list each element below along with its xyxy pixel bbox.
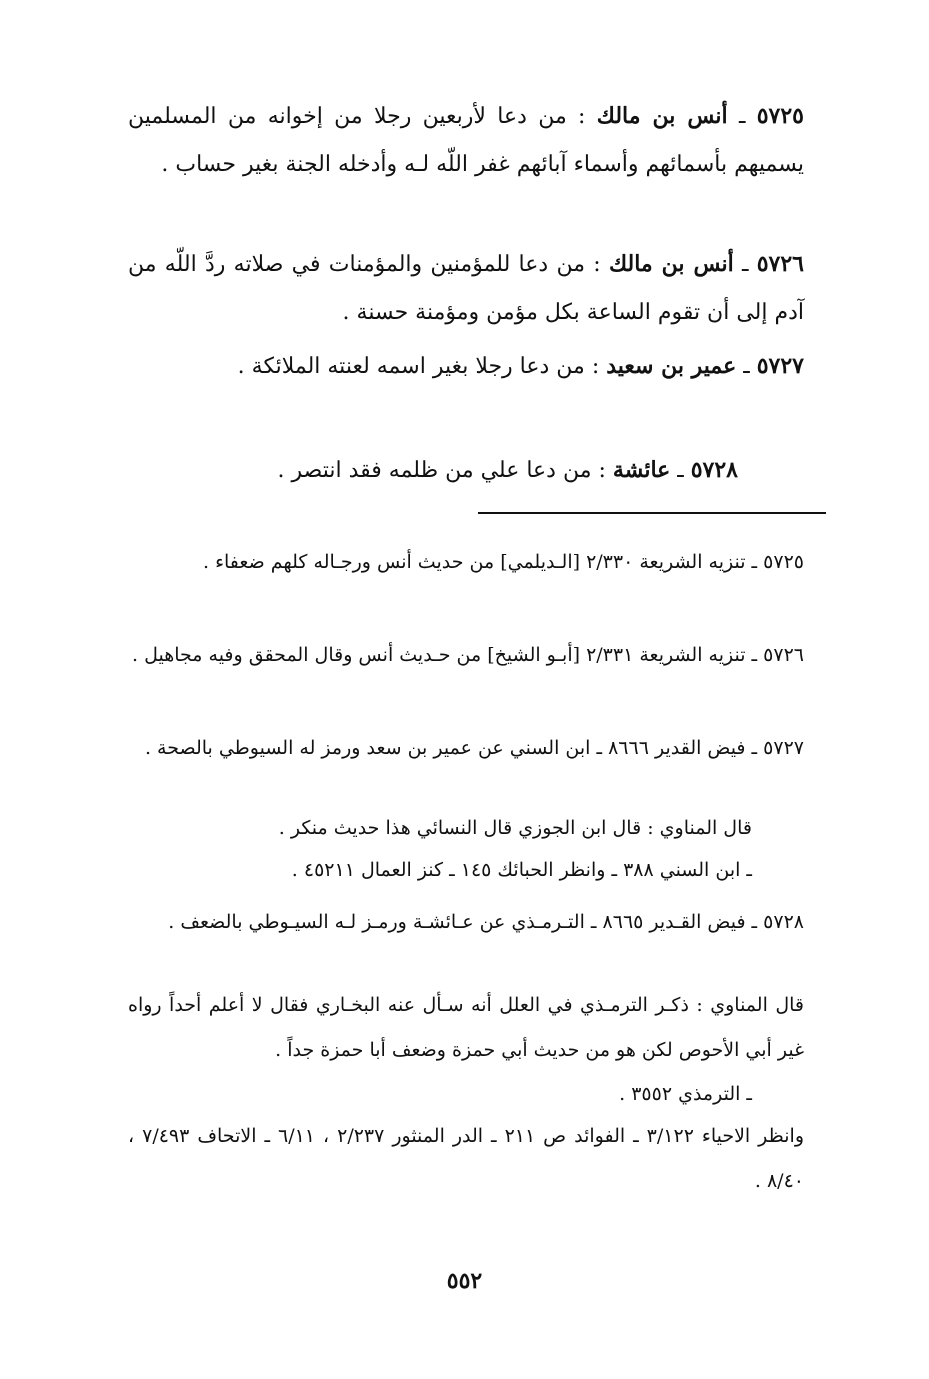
dash: ـ <box>727 104 746 129</box>
footnote-5726 <box>128 633 804 678</box>
narrator-name: أنس بن مالك <box>596 103 728 129</box>
footnote-text: ـ ابن السني ٣٨٨ ـ وانظر الحبائك ١٤٥ ـ كنز العمال ٤٥٢١١ . <box>291 859 752 881</box>
hadith-entry-5726 <box>128 240 804 337</box>
footnote-5727-refs <box>128 848 804 893</box>
footnote-text: وانظر الاحياء ٣/١٢٢ ـ الفوائد ص ٢١١ ـ الدر المنثور ٢/٢٣٧ ، ٦/١١ ـ الاتحاف ٧/٤٩٣ ، ٨/٤٠ . <box>128 1125 804 1192</box>
narrator-name: عائشة <box>612 457 671 483</box>
narrator-name: أنس بن مالك <box>608 251 734 277</box>
hadith-entry-5725 <box>128 92 804 189</box>
dash: ـ <box>733 252 749 277</box>
footnote-text: قال المناوي : قال ابن الجوزي قال النسائي هذا حديث منكر . <box>278 817 752 839</box>
hadith-text: من دعا لأربعين رجلا من إخوانه من المسلمين يسميهم بأسمائهم وأسماء آبائهم غفر اللّه لـه وأدخله الجنة بغير حساب . <box>128 104 804 177</box>
dash: ـ <box>670 458 684 483</box>
colon: : <box>585 252 609 277</box>
entry-number: ٥٧٢٦ <box>756 251 804 277</box>
narrator-name: عمير بن سعيد <box>606 353 737 379</box>
entry-number: ٥٧٢٨ <box>690 457 738 483</box>
footnote-5727-manawi <box>128 806 804 851</box>
footnote-5727 <box>128 726 804 771</box>
footnote-text: ٥٧٢٥ ـ تنزيه الشريعة ٢/٣٣٠ [الـديلمي] من حديث أنس ورجـاله كلهم ضعفاء . <box>202 551 804 573</box>
footnote-5728-manawi <box>128 983 804 1073</box>
hadith-text: من دعا علي من ظلمه فقد انتصر . <box>277 458 592 483</box>
footnote-text: ـ الترمذي ٣٥٥٢ . <box>619 1083 752 1105</box>
footnote-text: ٥٧٢٦ ـ تنزيه الشريعة ٢/٣٣١ [أبـو الشيخ] من حـديث أنس وقال المحقق وفيه مجاهيل . <box>132 644 804 666</box>
footnote-5728-refs <box>128 1114 804 1204</box>
hadith-entry-5727 <box>128 342 804 391</box>
colon: : <box>584 354 607 379</box>
dash: ـ <box>736 354 750 379</box>
footnote-5725 <box>128 540 804 585</box>
colon: : <box>591 458 613 483</box>
footnote-separator <box>478 512 826 514</box>
footnote-5728-tirmidhi <box>128 1072 804 1117</box>
colon: : <box>566 104 597 129</box>
entry-number: ٥٧٢٧ <box>756 353 804 379</box>
footnote-text: قال المناوي : ذكـر الترمـذي في العلل أنه سـأل عنه البخـاري فقال لا أعلم أحداً رواه غير أبي الأحوص لكن هو من حديث أبي حمزة وضعف أبا حمزة جداً . <box>128 994 804 1061</box>
entry-number: ٥٧٢٥ <box>756 103 804 129</box>
hadith-entry-5728 <box>128 446 804 495</box>
footnote-5728 <box>128 900 804 945</box>
footnote-text: ٥٧٢٨ ـ فيض القـدير ٨٦٦٥ ـ التـرمـذي عن عـائشـة ورمـز لـه السيـوطي بالضعف . <box>168 911 804 933</box>
page-number: ٥٥٢ <box>446 1268 483 1294</box>
hadith-text: من دعا للمؤمنين والمؤمنات في صلاته ردَّ اللّه من آدم إلى أن تقوم الساعة بكل مؤمن ومؤمنة حسنة . <box>128 252 804 325</box>
hadith-text: من دعا رجلا بغير اسمه لعنته الملائكة . <box>237 354 585 379</box>
footnote-text: ٥٧٢٧ ـ فيض القدير ٨٦٦٦ ـ ابن السني عن عمير بن سعد ورمز له السيوطي بالصحة . <box>144 737 804 759</box>
